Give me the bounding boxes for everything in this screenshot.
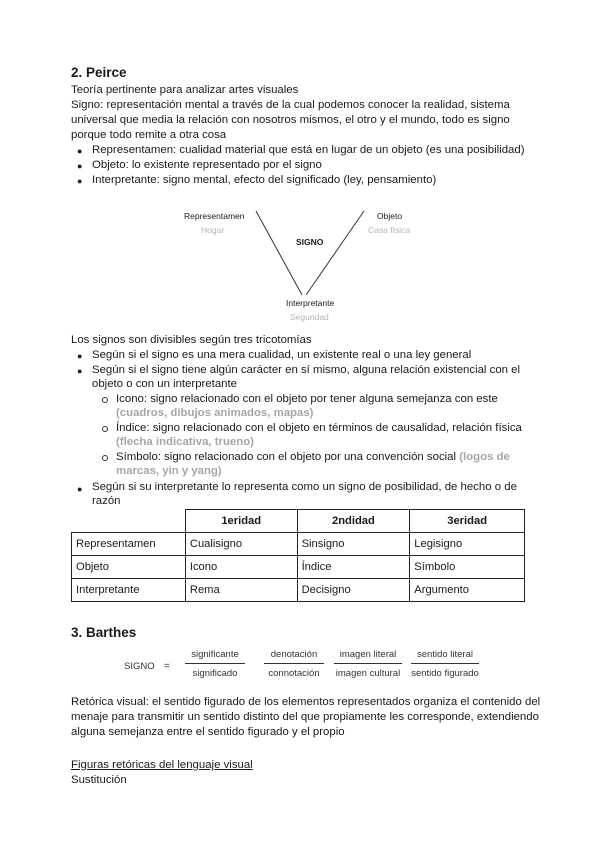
trichotomies-intro: Los signos son divisibles según tres tricotomías [71,334,312,346]
sub-item-simbolo-example-a: (logos de [459,451,510,463]
table-cell: Legisigno [410,533,525,556]
table-header-3eridad: 3eridad [410,510,525,533]
sub-item-simbolo-example-b: marcas, yin y yang) [116,465,222,477]
diagram-objeto-label: Objeto [377,211,403,221]
fraction-numerator: significante [185,649,245,664]
trichotomy-3-line-2: razón [92,495,121,507]
right-diagram-line [306,211,364,295]
bullet-icon: ● [77,176,83,186]
bullet-icon: ● [77,146,83,156]
sign-definition-line-3: porque todo remite a otra cosa [71,129,227,141]
figures-title: Figuras retóricas del lenguaje visual [71,759,253,771]
fraction-denominator: sentido figurado [411,668,479,679]
fraction-denominator: connotación [268,668,320,679]
table-row [72,556,525,579]
table-cell: Rema [185,579,297,602]
table-row [72,533,525,556]
sub-item-simbolo-text: Símbolo: signo relacionado con el objeto por una convención social [116,451,457,463]
rhetoric-line-2: menaje para transmitir un sentido distinto del que propiamente les corresponde, extendiendo [71,711,539,723]
table-cell: Índice [297,556,410,579]
table-cell: Icono [185,556,297,579]
trichotomy-3-line-1: Según si su interpretante lo representa como un signo de posibilidad, de hecho o de [92,481,517,493]
table-cell: Sinsigno [297,533,410,556]
sub-item-icono-example: (cuadros, dibujos animados, mapas) [116,407,314,419]
trichotomy-2-line-1: Según si el signo tiene algún carácter en sí mismo, alguna relación existencial con el [92,364,521,376]
table-row [72,579,525,602]
section-heading-peirce: 2. Peirce [71,65,127,80]
sign-definition-line-1: Signo: representación mental a través de la cual podemos conocer la realidad, sistema [71,99,510,111]
bullet-icon: ● [77,484,83,494]
diagram-representamen-example: Hogar [201,225,225,235]
section-heading-barthes: 3. Barthes [71,625,137,640]
sign-definition-line-2: universal que media la relación con nosotros mismos, el otro y el mundo, todo es signo [71,114,510,126]
hollow-bullet-icon [102,455,108,461]
formula-lhs: SIGNO [124,661,155,672]
hollow-bullet-icon [102,426,108,432]
table-cell: Símbolo [410,556,525,579]
table-header-1eridad: 1eridad [185,510,297,533]
bullet-interpretante: Interpretante: signo mental, efecto del significado (ley, pensamiento) [92,174,437,186]
table-cell: Decisigno [297,579,410,602]
trichotomy-1: Según si el signo es una mera cualidad, un existente real o una ley general [92,349,472,361]
table-cell: Cualisigno [185,533,297,556]
fraction-imagen [334,649,402,679]
table-header-row [72,510,525,533]
trichotomy-table [71,509,525,602]
fraction-significante [185,649,245,679]
sign-triangle-diagram [250,205,370,305]
diagram-interpretante-label: Interpretante [286,298,335,308]
bullet-icon: ● [77,351,83,361]
trichotomy-2-line-2: objeto o con un interpretante [92,378,238,390]
table-cell: Representamen [72,533,186,556]
table-header-2ndidad: 2ndidad [297,510,410,533]
sub-item-icono: Icono: signo relacionado con el objeto por tener alguna semejanza con este [116,393,498,405]
diagram-objeto-example: Casa física [368,225,411,235]
fraction-numerator: imagen literal [334,649,402,664]
rhetoric-line-1: Retórica visual: el sentido figurado de los elementos representados organiza el contenido del [71,696,541,708]
peirce-subtitle: Teoría pertinente para analizar artes visuales [71,84,299,96]
hollow-bullet-icon [102,397,108,403]
substitution-label: Sustitución [71,774,127,786]
fraction-sentido [411,649,479,679]
diagram-interpretante-example: Seguridad [290,312,329,322]
fraction-denotacion [264,649,324,679]
sub-item-indice-example: (flecha indicativa, trueno) [116,436,254,448]
fraction-numerator: denotación [264,649,324,664]
table-header-empty [72,510,186,533]
table-cell: Argumento [410,579,525,602]
fraction-denominator: imagen cultural [335,668,401,679]
diagram-sign-center: SIGNO [296,237,324,247]
rhetoric-line-3: alguna semejanza entre el sentido figurado y el propio [71,726,345,738]
table-cell: Interpretante [72,579,186,602]
formula-equals: = [164,661,170,672]
left-diagram-line [256,211,302,295]
bullet-objeto: Objeto: lo existente representado por el signo [92,159,322,171]
fraction-numerator: sentido literal [411,649,479,664]
fraction-denominator: significado [192,668,238,679]
bullet-icon: ● [77,366,83,376]
diagram-representamen-label: Representamen [184,211,245,221]
bullet-representamen: Representamen: cualidad material que está en lugar de un objeto (es una posibilidad) [92,144,525,156]
sub-item-simbolo [116,450,510,465]
table-cell: Objeto [72,556,186,579]
bullet-icon: ● [77,161,83,171]
sub-item-indice: Índice: signo relacionado con el objeto en términos de causalidad, relación física [116,422,522,434]
